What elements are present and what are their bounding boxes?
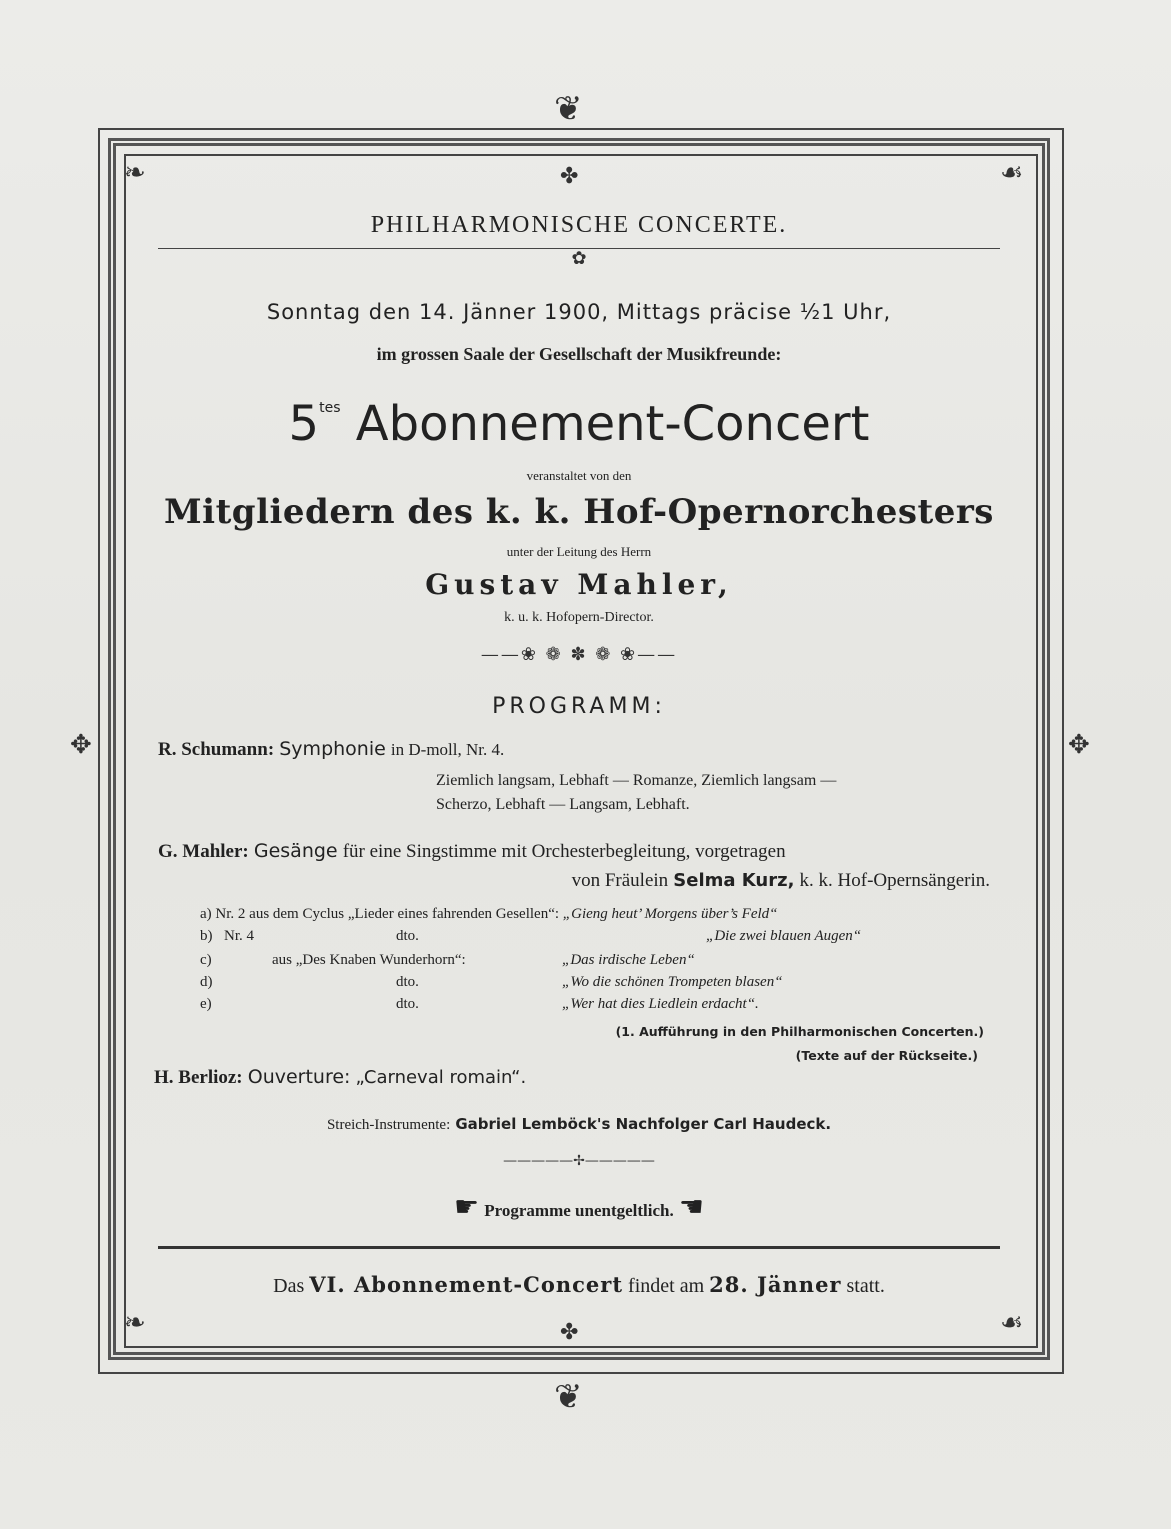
work-detail: „Carneval romain“. [355,1067,527,1088]
side-ornament-icon: ✥ [1068,730,1090,760]
song-source: Nr. 2 aus dem Cyclus „Lieder eines fahrenden Gesellen“: [215,906,560,922]
next-concert-line [124,1272,1034,1298]
corner-ornament-icon: ❧ [124,158,146,188]
song-letter: a) [200,906,212,922]
free-program-line [124,1190,1034,1223]
concert-number: 5 [288,396,320,452]
song-letter: b) [200,928,213,944]
free-program-notice: Programme unentgeltlich. [484,1201,674,1220]
orchestra-name: Mitgliedern des k. k. Hof-Opernorchesters [164,492,994,532]
corner-ornament-icon: ❧ [124,1308,146,1338]
footer-rule [158,1246,1000,1249]
work-title: Gesänge [253,840,338,862]
song-title: „Wo die schönen Trompeten blasen“ [562,974,783,990]
footer-middle: findet am [628,1275,705,1297]
organized-by: veranstaltet von den [526,468,632,483]
side-ornament-icon: ✥ [70,730,92,760]
song-source: aus „Des Knaben Wunderhorn“: [272,952,466,968]
corner-ornament-icon: ☙ [1000,158,1024,188]
song-title: „Gieng heut’ Morgens über’s Feld“ [562,906,778,922]
bottom-inner-ornament-icon: ✤ [560,1320,579,1345]
footer-prefix: Das [273,1275,305,1297]
song-title: „Die zwei blauen Augen“ [706,928,862,944]
song-ditto: dto. [396,974,419,990]
composer: R. Schumann: [158,739,275,760]
composer: G. Mahler: [158,841,249,862]
conductor-title: k. u. k. Hofopern-Director. [504,610,654,625]
song-source: Nr. 4 [224,928,254,944]
direction-line: unter der Leitung des Herrn [506,544,652,559]
singer-line [572,870,990,892]
concert-number-suffix: tes [319,400,341,416]
song-letter: c) [200,952,212,968]
movements-line: Scherzo, Lebhaft — Langsam, Lebhaft. [436,796,690,813]
bottom-crest-ornament-icon: ❦ [554,1377,583,1417]
corner-ornament-icon: ☙ [1000,1308,1024,1338]
next-concert-name: VI. Abonnement-Concert [309,1272,624,1297]
work-detail: für eine Singstimme mit Orchesterbegleitung, vorgetragen [342,841,786,862]
pointing-hand-left-icon: ☚ [678,1190,704,1223]
rosette-ornament-icon: ✿ [571,248,587,269]
section-divider-ornament-icon: ——❀ ❁ ✽ ❁ ❀—— [480,644,678,665]
composer: H. Berlioz: [154,1067,243,1088]
footer-suffix: statt. [846,1275,885,1297]
instruments-line [124,1114,1034,1134]
movements-line: Ziemlich langsam, Lebhaft — Romanze, Ziemlich langsam — [436,772,837,789]
small-divider-ornament-icon: —————✢————— [503,1153,655,1169]
work-detail: in D-moll, Nr. 4. [390,740,505,759]
song-letter: e) [200,996,212,1012]
song-ditto: dto. [396,928,419,944]
top-crest-ornament-icon: ❦ [554,89,583,129]
instruments-label: Streich-Instrumente: [326,1117,451,1133]
song-ditto: dto. [396,996,419,1012]
singer-prefix: von Fräulein [571,870,669,891]
concert-name: Abonnement-Concert [355,396,870,452]
page-title: PHILHARMONISCHE CONCERTE. [370,212,788,238]
singer-name: Selma Kurz, [673,870,795,891]
venue-line: im grossen Saale der Gesellschaft der Musikfreunde: [376,344,782,364]
work-title: Symphonie [279,738,386,760]
programm-heading: PROGRAMM: [492,694,666,719]
pointing-hand-right-icon: ☛ [454,1190,480,1223]
concert-title [124,396,1034,452]
instruments-maker: Gabriel Lemböck's Nachfolger Carl Haudeck. [455,1115,832,1133]
premiere-note: (1. Aufführung in den Philharmonischen Concerten.) [615,1024,984,1039]
program-content [124,154,1034,1344]
conductor-name: Gustav Mahler, [425,568,733,601]
date-line: Sonntag den 14. Jänner 1900, Mittags präcise ½1 Uhr, [266,300,892,324]
top-inner-ornament-icon: ✤ [560,164,579,189]
song-item [200,906,778,923]
song-title: „Das irdische Leben“ [562,952,695,968]
program-item-mahler [158,840,786,863]
song-letter: d) [200,974,213,990]
program-item-berlioz [154,1066,526,1089]
program-item-schumann [158,738,504,761]
work-title: Ouverture: [247,1066,351,1088]
texts-note: (Texte auf der Rückseite.) [795,1048,978,1063]
song-title: „Wer hat dies Liedlein erdacht“. [562,996,759,1012]
next-concert-date: 28. Jänner [709,1272,842,1297]
singer-title: k. k. Hof-Opernsängerin. [799,870,990,891]
